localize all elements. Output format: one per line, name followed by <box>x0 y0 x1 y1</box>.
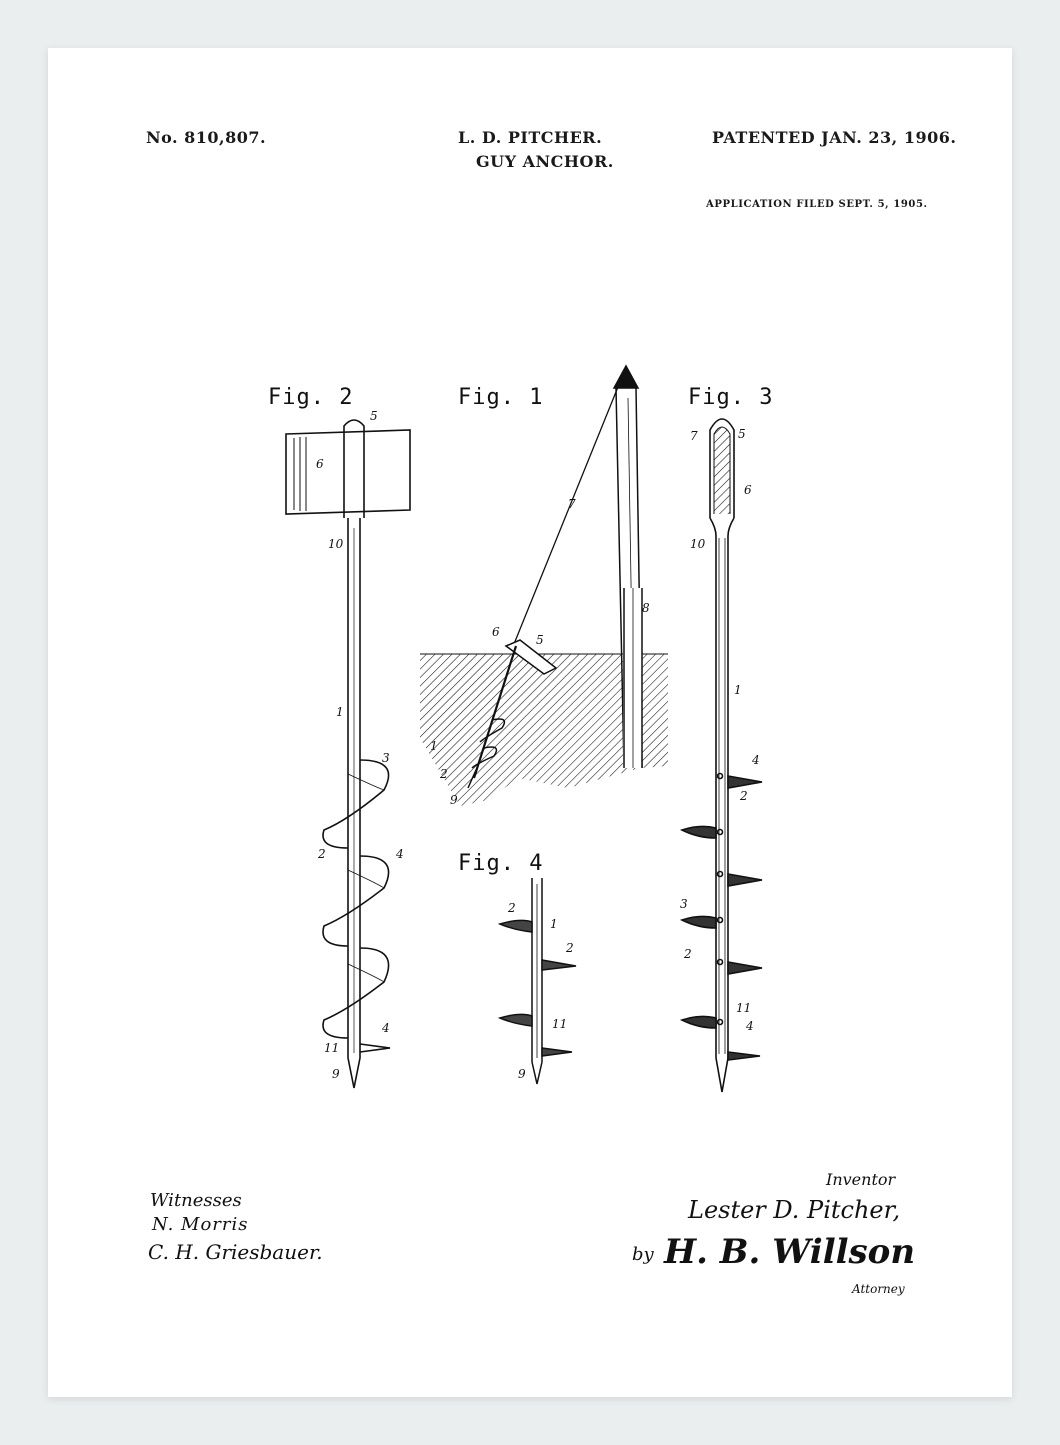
fig1-ref-2: 2 <box>440 767 448 781</box>
fig2-ref-4b: 4 <box>382 1021 390 1035</box>
inventor-signature: Lester D. Pitcher, <box>688 1196 901 1224</box>
patent-sheet <box>48 48 1012 1397</box>
patent-title: GUY ANCHOR. <box>476 152 614 171</box>
patent-number: No. 810,807. <box>146 128 267 147</box>
fig4-ref-2: 2 <box>508 901 516 915</box>
fig2-ref-9: 9 <box>332 1067 340 1081</box>
patented-date: PATENTED JAN. 23, 1906. <box>712 128 957 147</box>
fig1-ref-8: 8 <box>642 601 650 615</box>
attorney-label: Attorney <box>852 1282 905 1296</box>
fig1-ref-1: 1 <box>430 739 438 753</box>
fig3-ref-4: 4 <box>752 753 760 767</box>
fig2-ref-1: 1 <box>336 705 344 719</box>
fig1-ref-5: 5 <box>536 633 544 647</box>
witness-1-signature: N. Morris <box>152 1214 249 1235</box>
fig4-ref-2b: 2 <box>566 941 574 955</box>
witness-2-signature: C. H. Griesbauer. <box>148 1240 323 1264</box>
fig-1-label: Fig. 1 <box>458 385 544 410</box>
inventor-label: Inventor <box>826 1170 896 1189</box>
fig-4-label: Fig. 4 <box>458 851 544 876</box>
fig3-ref-5: 5 <box>738 427 746 441</box>
application-filed-date: APPLICATION FILED SEPT. 5, 1905. <box>706 199 928 210</box>
fig1-ref-7: 7 <box>568 497 576 511</box>
fig-3-label: Fig. 3 <box>688 385 774 410</box>
fig3-ref-3: 3 <box>680 897 688 911</box>
by-label: by <box>632 1244 654 1265</box>
fig-3-drawing <box>682 419 762 1092</box>
fig1-ref-9: 9 <box>450 793 458 807</box>
fig4-ref-1: 1 <box>550 917 558 931</box>
fig3-ref-4b: 4 <box>746 1019 754 1033</box>
fig3-ref-2b: 2 <box>684 947 692 961</box>
fig-2-label: Fig. 2 <box>268 385 354 410</box>
fig4-ref-11: 11 <box>552 1017 568 1031</box>
inventor-short-name: L. D. PITCHER. <box>458 128 603 147</box>
fig2-ref-4: 4 <box>396 847 404 861</box>
fig4-ref-9: 9 <box>518 1067 526 1081</box>
fig2-ref-10: 10 <box>328 537 344 551</box>
fig2-ref-2: 2 <box>318 847 326 861</box>
fig2-ref-11: 11 <box>324 1041 340 1055</box>
fig3-ref-6: 6 <box>744 483 752 497</box>
attorney-signature: H. B. Willson <box>664 1232 916 1272</box>
fig3-ref-10: 10 <box>690 537 706 551</box>
fig2-ref-6: 6 <box>316 457 324 471</box>
fig3-ref-7: 7 <box>690 429 698 443</box>
witnesses-label: Witnesses <box>150 1190 242 1211</box>
fig-2-drawing <box>286 420 410 1088</box>
fig3-ref-1: 1 <box>734 683 742 697</box>
fig2-ref-3: 3 <box>382 751 390 765</box>
fig3-ref-2: 2 <box>740 789 748 803</box>
fig-1-drawing <box>420 366 668 806</box>
fig3-ref-11: 11 <box>736 1001 752 1015</box>
fig2-ref-5: 5 <box>370 409 378 423</box>
fig1-ref-6: 6 <box>492 625 500 639</box>
